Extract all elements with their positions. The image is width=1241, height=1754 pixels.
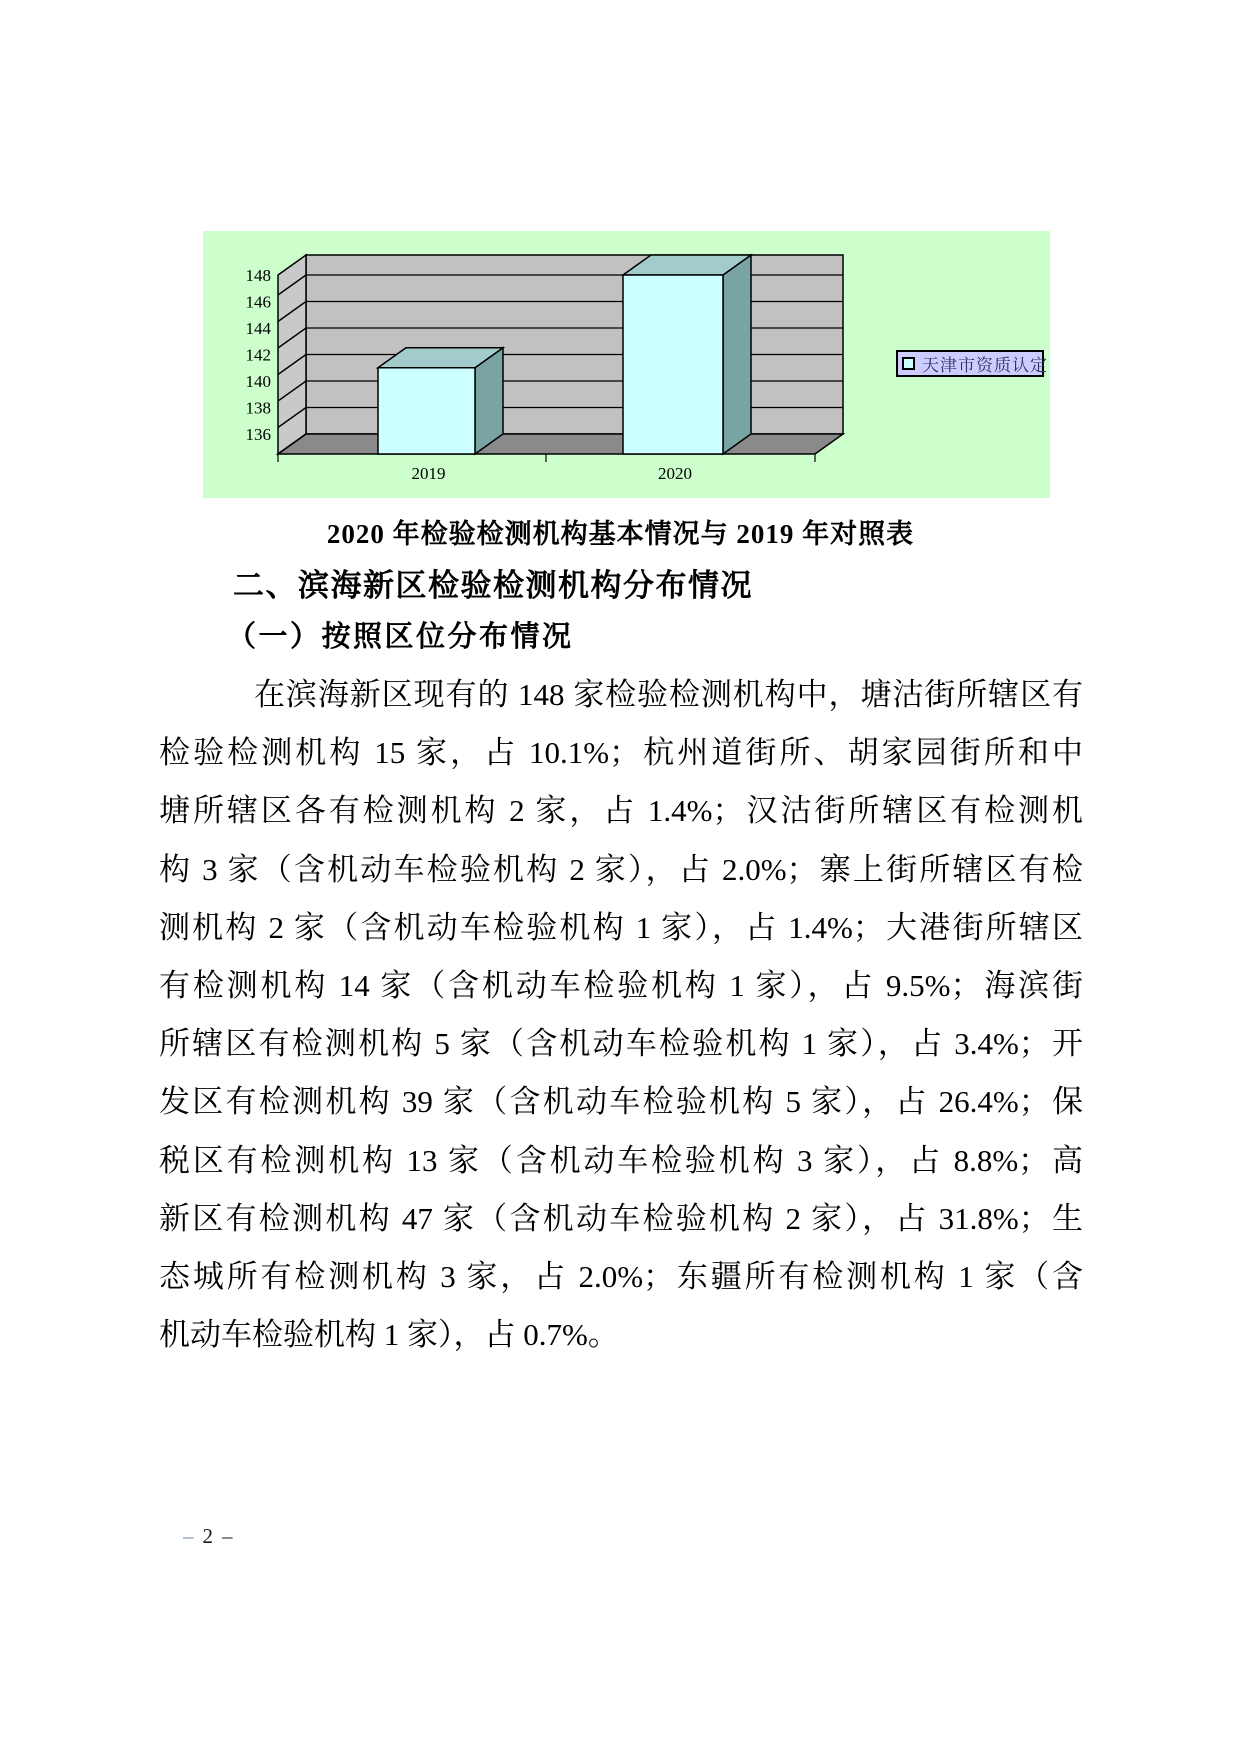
subsection-heading: （一）按照区位分布情况 bbox=[227, 621, 574, 653]
body-line: 有检测机构 14 家（含机动车检验机构 1 家），占 9.5%；海滨街 bbox=[159, 967, 1083, 1003]
x-axis-ticks bbox=[278, 454, 815, 462]
body-line: 检验检测机构 15 家，占 10.1%；杭州道街所、胡家园街所和中 bbox=[159, 735, 1083, 771]
body-line: 测机构 2 家（含机动车检验机构 1 家），占 1.4%；大港街所辖区 bbox=[159, 909, 1083, 945]
body-line: 机动车检验机构 1 家），占 0.7%。 bbox=[159, 1317, 619, 1353]
body-line: 在滨海新区现有的 148 家检验检测机构中，塘沽街所辖区有 bbox=[254, 677, 1083, 712]
body-paragraph bbox=[159, 666, 1083, 1364]
page-number-value: 2 bbox=[202, 1524, 213, 1548]
chart-floor bbox=[278, 434, 843, 454]
x-tick-label-2019: 2019 bbox=[411, 464, 446, 483]
body-line: 新区有检测机构 47 家（含机动车检验机构 2 家），占 31.8%；生 bbox=[159, 1200, 1083, 1236]
legend-square-icon bbox=[902, 357, 915, 370]
y-tick-label-148: 148 bbox=[245, 266, 271, 285]
y-tick-label-144: 144 bbox=[245, 319, 271, 338]
y-tick-label-146: 146 bbox=[245, 292, 271, 312]
bar-front-face bbox=[378, 368, 475, 454]
y-tick-label-136: 136 bbox=[245, 425, 271, 444]
page-number bbox=[183, 1524, 233, 1549]
x-axis-labels bbox=[412, 464, 693, 483]
body-line: 发区有检测机构 39 家（含机动车检验机构 5 家），占 26.4%；保 bbox=[159, 1084, 1083, 1120]
bar-front-face bbox=[623, 275, 723, 454]
legend-series-label: 天津市资质认定 bbox=[922, 356, 1048, 375]
chart-caption: 2020 年检验检测机构基本情况与 2019 年对照表 bbox=[326, 519, 915, 549]
bar-2020 bbox=[623, 255, 751, 454]
bar-2019 bbox=[378, 348, 503, 454]
bar-side-face bbox=[723, 255, 751, 454]
y-axis-labels bbox=[246, 266, 272, 444]
body-line: 构 3 家（含机动车检验机构 2 家），占 2.0%；寨上街所辖区有检 bbox=[159, 851, 1083, 887]
chart-legend bbox=[896, 350, 1048, 377]
body-line: 所辖区有检测机构 5 家（含机动车检验机构 1 家），占 3.4%；开 bbox=[159, 1026, 1083, 1062]
chart-area bbox=[203, 231, 1050, 498]
x-tick-label-2020: 2020 bbox=[658, 464, 692, 483]
page-number-right-dash: – bbox=[222, 1524, 233, 1548]
body-line: 态城所有检测机构 3 家，占 2.0%；东疆所有检测机构 1 家（含 bbox=[159, 1258, 1083, 1294]
y-tick-label-142: 142 bbox=[245, 345, 271, 365]
page-number-left-dash: – bbox=[183, 1524, 194, 1548]
body-line: 税区有检测机构 13 家（含机动车检验机构 3 家），占 8.8%；高 bbox=[159, 1142, 1083, 1178]
y-tick-label-138: 138 bbox=[245, 398, 271, 418]
y-tick-label-140: 140 bbox=[245, 372, 271, 391]
section-heading: 二、滨海新区检验检测机构分布情况 bbox=[233, 568, 753, 603]
body-line: 塘所辖区各有检测机构 2 家，占 1.4%；汉沽街所辖区有检测机 bbox=[159, 793, 1083, 829]
